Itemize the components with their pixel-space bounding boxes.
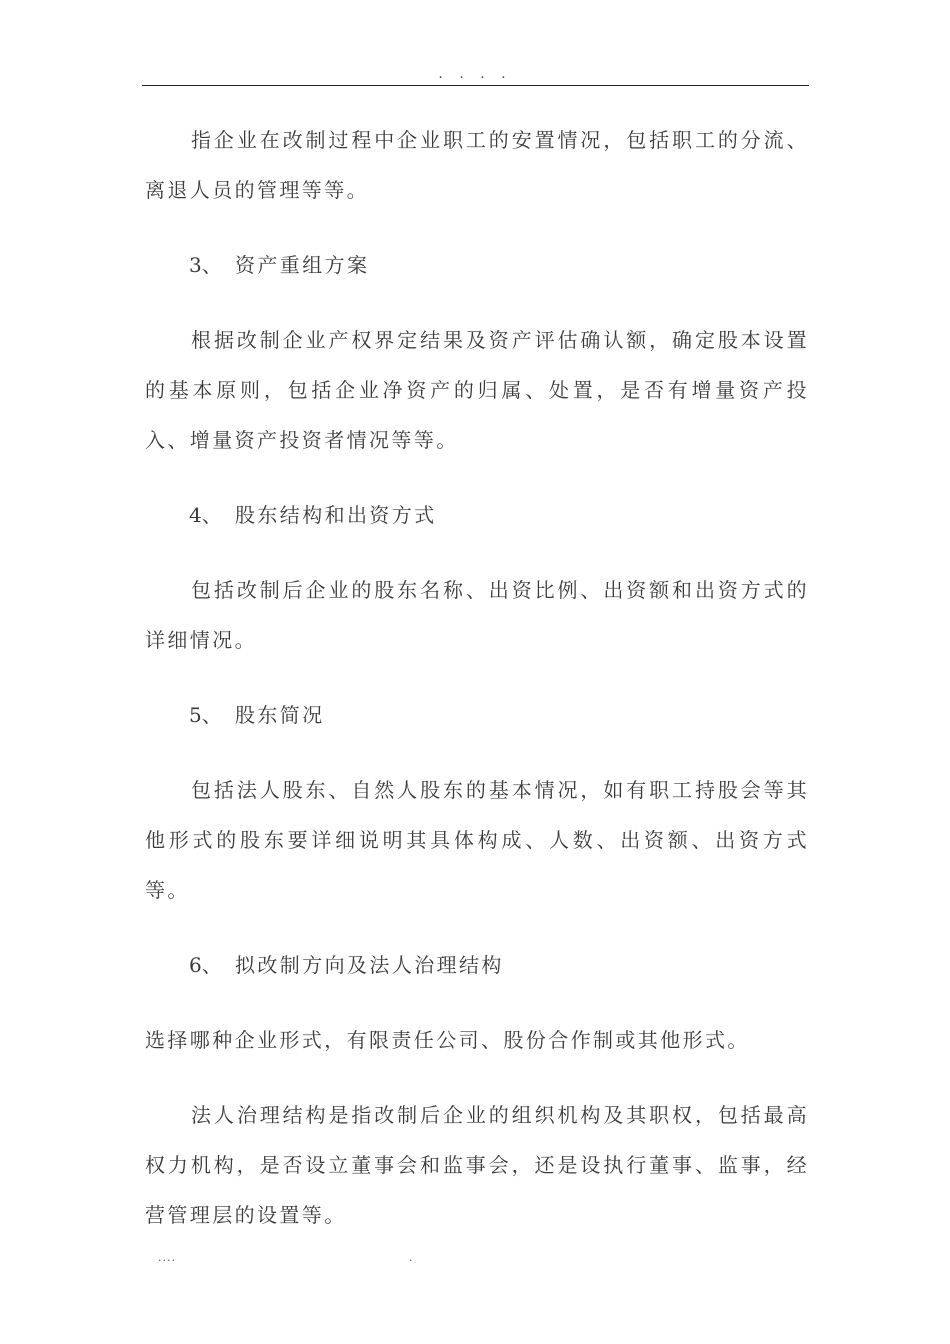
paragraph-asset-restructuring: 根据改制企业产权界定结果及资产评估确认额，确定股本设置的基本原则，包括企业净资产的归属、处置，是否有增量资产投入、增量资产投资者情况等等。 — [145, 328, 809, 452]
paragraph-shareholder-structure: 包括改制后企业的股东名称、出资比例、出资额和出资方式的详细情况。 — [145, 578, 809, 652]
section-title: 股东结构和出资方式 — [235, 503, 437, 527]
paragraph-governance: 法人治理结构是指改制后企业的组织机构及其职权，包括最高权力机构，是否设立董事会和监事会，还是设执行董事、监事，经营管理层的设置等。 — [145, 1103, 809, 1227]
section-heading-4 — [145, 490, 809, 540]
section-title: 拟改制方向及法人治理结构 — [235, 953, 504, 977]
paragraph-enterprise-form: 选择哪种企业形式，有限责任公司、股份合作制或其他形式。 — [145, 1028, 750, 1052]
section-heading-6 — [145, 940, 809, 990]
footer-left-dots: .... — [158, 1251, 176, 1264]
section-heading-3 — [145, 240, 809, 290]
footer-mid-dot: . — [409, 1251, 413, 1264]
section-number: 6、 — [189, 953, 222, 977]
header-dots: . . . . — [438, 66, 512, 82]
paragraph-staff-placement: 指企业在改制过程中企业职工的安置情况，包括职工的分流、离退人员的管理等等。 — [145, 128, 809, 202]
section-title: 资产重组方案 — [235, 253, 370, 277]
section-title: 股东简况 — [235, 703, 325, 727]
section-heading-5 — [145, 690, 809, 740]
paragraph-shareholder-profile: 包括法人股东、自然人股东的基本情况，如有职工持股会等其他形式的股东要详细说明其具体构成、人数、出资额、出资方式等。 — [145, 778, 809, 902]
section-number: 5、 — [189, 703, 222, 727]
document-body — [145, 115, 809, 1265]
section-number: 4、 — [189, 503, 222, 527]
section-number: 3、 — [189, 253, 222, 277]
header-rule — [142, 85, 809, 86]
